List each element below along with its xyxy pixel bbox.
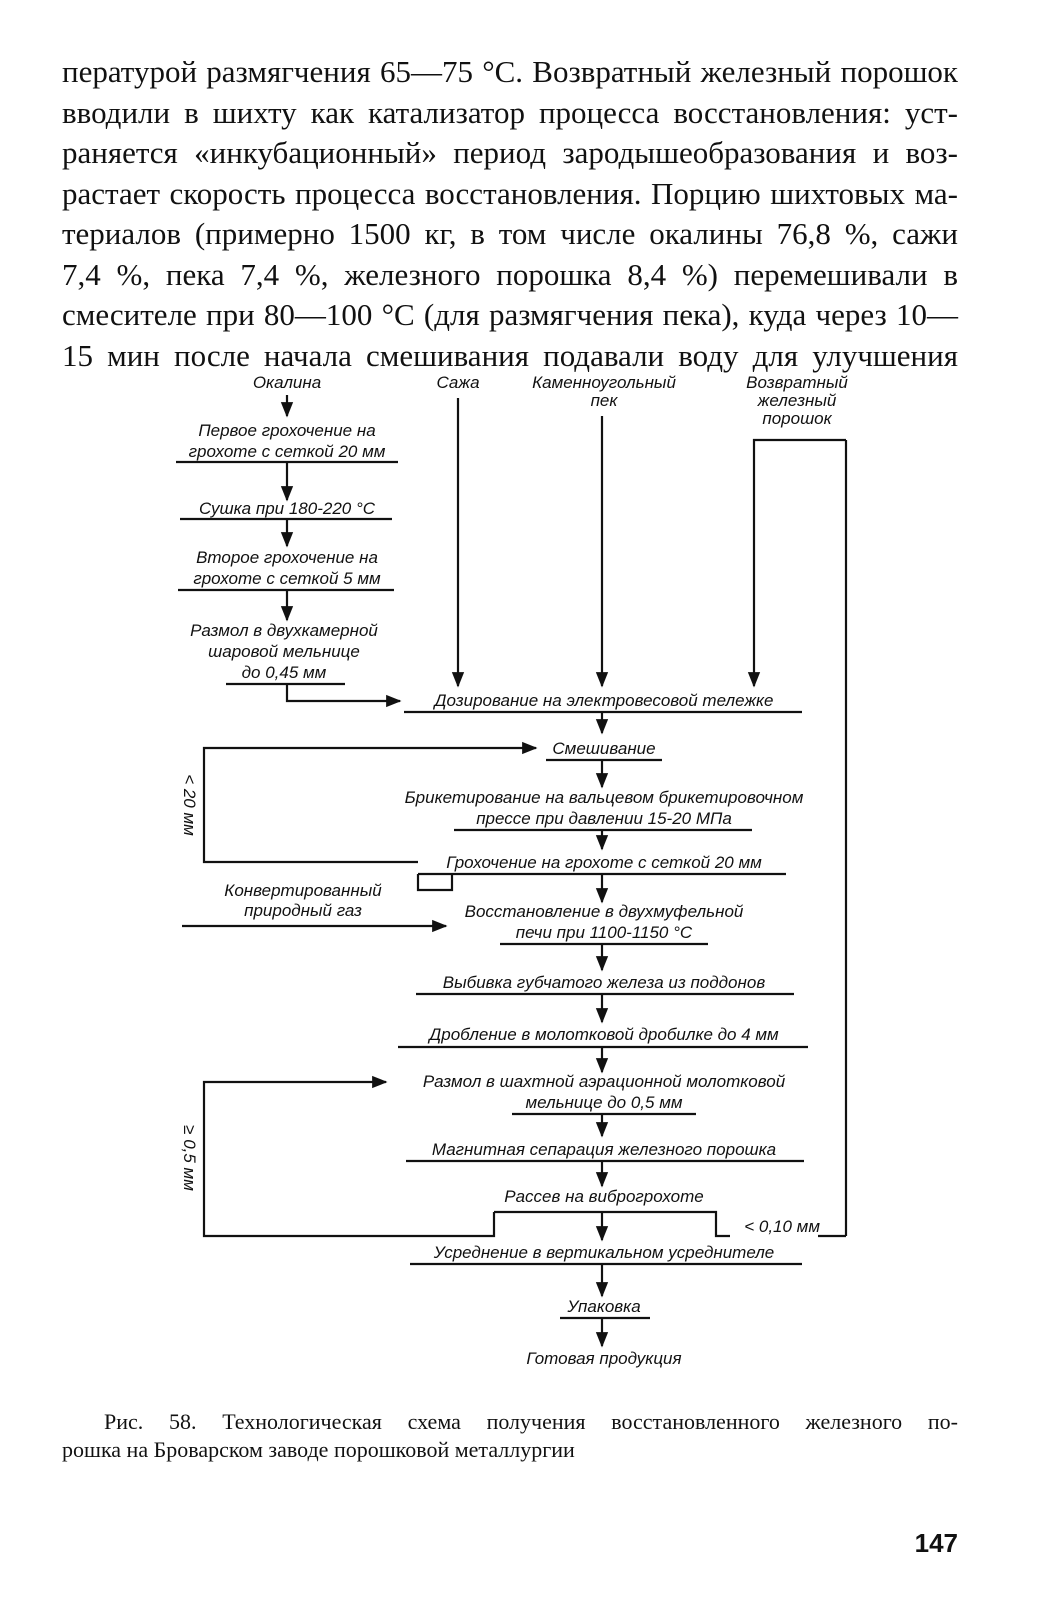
label-ge-05mm: ≥ 0,5 мм [180, 1125, 199, 1191]
body-line: смесителе при 80—100 °С (для размягчения пека), куда через 10— [62, 297, 958, 332]
input-pek-line1: Каменноугольный [532, 373, 676, 392]
step-packing: Упаковка [567, 1297, 641, 1316]
step-second-screening-line1: Второе грохочение на [196, 548, 378, 567]
body-line: пературой размягчения 65—75 °С. Возвратный железный порошок [62, 54, 958, 89]
caption-line: рошка на Броварском заводе порошковой металлургии [62, 1437, 575, 1462]
step-screening-20: Грохочение на грохоте с сеткой 20 мм [446, 853, 762, 872]
page-number: 147 [914, 1528, 958, 1558]
step-knockout: Выбивка губчатого железа из поддонов [442, 973, 766, 992]
step-reduction-line1: Восстановление в двухмуфельной [464, 902, 744, 921]
input-returned-line1: Возвратный [746, 373, 848, 392]
step-first-screening-line2: грохоте с сеткой 20 мм [188, 442, 386, 461]
loop-lt-20-bracket [418, 874, 452, 890]
label-gas-line2: природный газ [244, 901, 362, 920]
input-returned-line3: порошок [762, 409, 832, 428]
step-aeration-milling-line1: Размол в шахтной аэрационной молотковой [422, 1072, 786, 1091]
body-line: вводили в шихту как катализатор процесса восстановления: уст- [62, 94, 958, 130]
label-lt-20mm: < 20 мм [180, 774, 199, 836]
step-averaging: Усреднение в вертикальном усреднителе [433, 1243, 775, 1262]
label-gas-line1: Конвертированный [224, 881, 382, 900]
step-first-screening-line1: Первое грохочение на [198, 421, 376, 440]
body-line: 7,4 %, пека 7,4 %, железного порошка 8,4 %) перемешивали в [62, 256, 958, 292]
loop-ge-05-return [204, 1082, 494, 1236]
step-dosing: Дозирование на электровесовой тележке [434, 691, 774, 710]
step-milling-line2: шаровой мельнице [208, 642, 360, 661]
body-line: териалов (примерно 1500 кг, в том числе окалины 76,8 %, сажи [62, 216, 958, 251]
step-second-screening-line2: грохоте с сеткой 5 мм [193, 569, 381, 588]
figure-caption [62, 1408, 958, 1464]
step-milling-line3: до 0,45 мм [241, 663, 327, 682]
body-line: 15 мин после начала смешивания подавали воду для улучшения [62, 337, 958, 373]
step-magnetic-separation: Магнитная сепарация железного порошка [431, 1140, 777, 1159]
step-sieving: Рассев на виброгрохоте [504, 1187, 704, 1206]
step-briquetting-line1: Брикетирование на вальцевом брикетировочном [404, 788, 804, 807]
step-reduction-line2: печи при 1100-1150 °С [515, 923, 693, 942]
arrow-milling-to-dosing [287, 684, 400, 701]
caption-line: Рис. 58. Технологическая схема получения восстановленного железного по- [104, 1409, 958, 1434]
step-drying: Сушка при 180-220 °С [198, 499, 376, 518]
step-aeration-milling-line2: мельнице до 0,5 мм [525, 1093, 683, 1112]
step-product: Готовая продукция [526, 1349, 682, 1368]
arrow-returned-to-dosing [754, 440, 846, 686]
body-line: растает скорость процесса восстановления. Порцию шихтовых ма- [62, 175, 958, 211]
step-crushing: Дробление в молотковой дробилке до 4 мм [429, 1025, 779, 1044]
step-milling-line1: Размол в двухкамерной [190, 621, 378, 640]
input-okalina: Окалина [252, 373, 322, 392]
step-briquetting-line2: прессе при давлении 15-20 МПа [476, 809, 732, 828]
input-sazha: Сажа [436, 373, 480, 392]
loop-sieving-bracket [494, 1212, 730, 1236]
step-mixing: Смешивание [552, 739, 656, 758]
input-returned-line2: железный [757, 391, 837, 410]
label-lt-010mm: < 0,10 мм [744, 1217, 820, 1236]
body-line: раняется «инкубационный» период зародышеобразования и воз- [62, 135, 958, 170]
input-pek-line2: пек [590, 391, 618, 410]
